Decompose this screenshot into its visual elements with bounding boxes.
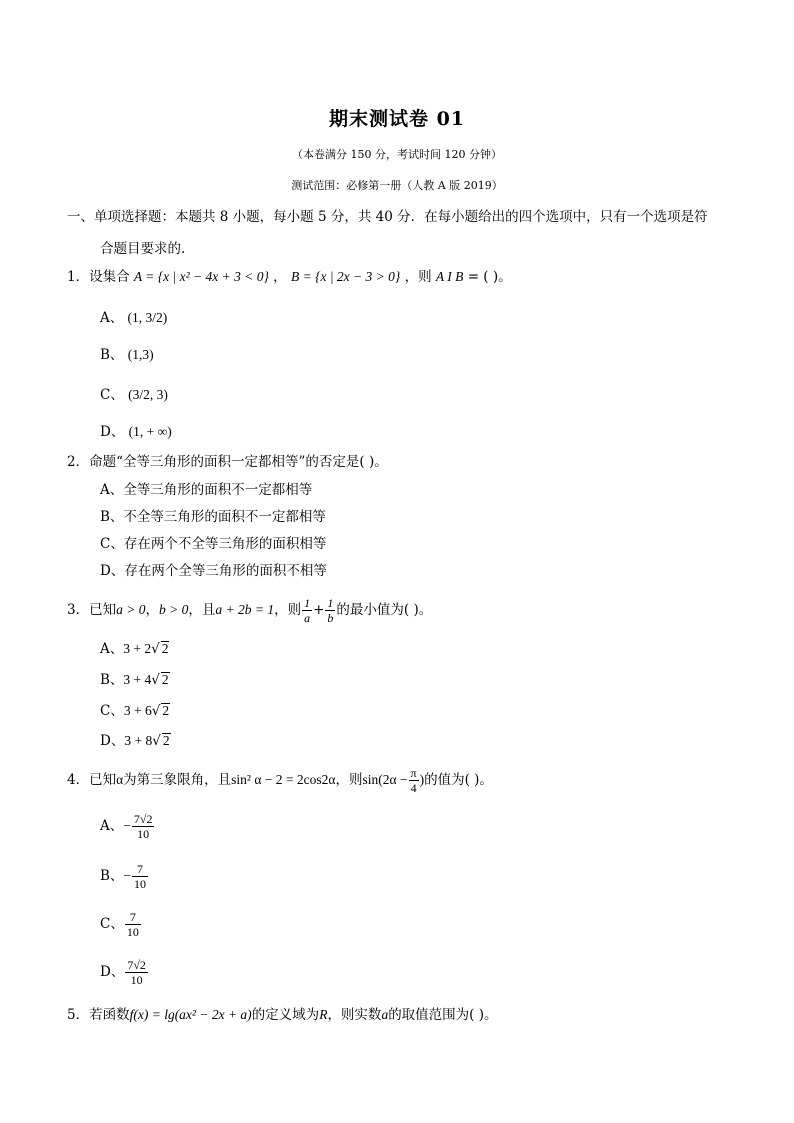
q5-suffix: 的取值范围为( )。: [388, 1007, 498, 1023]
q4-option-b[interactable]: [100, 862, 149, 891]
page-title: 期末测试卷 01: [328, 108, 466, 130]
option-sign: −: [123, 818, 131, 833]
q1-suffix: = ( )。: [467, 269, 512, 285]
q3-frac-1a: $\frac{1}{a}$: [304, 596, 311, 625]
q1-option-d[interactable]: [100, 423, 172, 441]
q4-option-c[interactable]: [100, 910, 142, 939]
q1-mid: ，则: [404, 269, 432, 285]
option-fraction: $\frac{7√2}{10}$: [127, 958, 146, 987]
option-label: B、: [100, 672, 124, 688]
option-text: (3/2, 3): [128, 387, 168, 402]
option-label: C、: [100, 536, 124, 552]
q4-prefix: 4．已知: [67, 772, 117, 788]
q5-function: f(x) = lg(ax² − 2x + a): [129, 1007, 252, 1022]
option-sign: −: [123, 868, 132, 883]
option-text: (1, + ∞): [128, 424, 172, 439]
q4-suffix: 的值为( )。: [424, 772, 493, 788]
q4-expr-pre: sin(2α −: [362, 772, 408, 787]
q5-mid1: 的定义域为: [251, 1007, 320, 1023]
option-label: C、: [100, 916, 124, 932]
q3-cond2: b > 0: [158, 602, 189, 617]
q3-cond3: a + 2b = 1: [215, 602, 275, 617]
option-label: C、: [100, 387, 124, 403]
option-label: D、: [100, 563, 125, 579]
q4-option-a[interactable]: [100, 812, 155, 841]
option-radicand: 2: [162, 733, 170, 748]
q1-option-b[interactable]: [100, 346, 154, 364]
q3-option-d[interactable]: [100, 732, 171, 750]
option-coef: 3 + 4: [123, 672, 152, 687]
option-label: B、: [100, 347, 124, 363]
q4-alpha: α: [116, 772, 124, 787]
q3-option-c[interactable]: [100, 702, 170, 720]
q4-mid1: 为第三象限角，且: [123, 772, 232, 788]
q1-sep: ，: [273, 269, 287, 285]
question-1-stem: [67, 268, 512, 286]
section-instruction-line2: 合题目要求的.: [100, 241, 186, 257]
option-label: D、: [100, 424, 125, 440]
q1-set-a: A = {x | x² − 4x + 3 < 0}: [133, 269, 269, 284]
q2-option-a[interactable]: [100, 481, 312, 499]
option-label: A、: [100, 310, 124, 326]
question-5-stem: [67, 1006, 498, 1024]
q3-prefix: 3．已知: [67, 602, 117, 618]
q2-option-d[interactable]: [100, 562, 327, 580]
q3-cond1: a > 0: [116, 602, 146, 617]
sqrt-icon: √: [151, 672, 160, 688]
option-text: 存在两个不全等三角形的面积相等: [123, 536, 327, 552]
question-3-stem: 3．已知a > 0，b > 0，且a + 2b = 1，则 $\frac{1}{a}$ + $\frac{1}{b}$ 的最小值为( )。: [67, 596, 433, 625]
option-coef: 3 + 2: [123, 641, 152, 656]
q1-expr: A I B: [435, 269, 464, 284]
question-2-stem: 2．命题“全等三角形的面积一定都相等”的否定是( )。: [67, 454, 388, 470]
option-label: C、: [100, 703, 124, 719]
exam-info: （本卷满分 150 分，考试时间 120 分钟）: [292, 148, 502, 161]
q2-option-b[interactable]: [100, 508, 326, 526]
option-label: B、: [100, 868, 124, 884]
option-fraction: $\frac{7√2}{10}$: [133, 812, 153, 841]
q4-expr-post: ): [419, 772, 425, 787]
q3-suffix: 的最小值为( )。: [336, 602, 433, 618]
option-coef: 3 + 6: [123, 703, 152, 718]
q5-mid2: ，则实数: [327, 1007, 382, 1023]
q5-domain: R: [319, 1007, 328, 1022]
option-text: 不全等三角形的面积不一定都相等: [123, 509, 326, 525]
option-fraction: $\frac{7}{10}$: [134, 862, 147, 891]
option-label: A、: [100, 482, 124, 498]
option-coef: 3 + 8: [124, 733, 153, 748]
q3-mid2: ，则: [274, 602, 302, 618]
section-instruction-line1: 一、单项选择题：本题共 8 小题，每小题 5 分，共 40 分．在每小题给出的四个选项中，只有一个选项是符: [67, 209, 708, 225]
option-fraction: $\frac{7}{10}$: [126, 910, 139, 939]
option-radicand: 2: [161, 672, 169, 687]
q3-plus: +: [313, 602, 325, 618]
option-label: A、: [100, 818, 124, 834]
option-text: 全等三角形的面积不一定都相等: [123, 482, 313, 498]
option-label: D、: [100, 964, 125, 980]
q1-option-a[interactable]: [100, 309, 167, 327]
option-text: (1, 3/2): [127, 310, 168, 325]
q4-mid2: ，则: [335, 772, 363, 788]
q3-option-b[interactable]: [100, 671, 170, 689]
q2-option-c[interactable]: [100, 535, 326, 553]
q3-frac-1b: $\frac{1}{b}$: [327, 596, 334, 625]
q1-option-c[interactable]: [100, 386, 168, 404]
q3-mid1: ，且: [188, 602, 216, 618]
option-label: A、: [100, 641, 124, 657]
q5-prefix: 5．若函数: [67, 1007, 130, 1023]
option-radicand: 2: [162, 703, 170, 718]
q5-variable: a: [381, 1007, 389, 1022]
q1-prefix: 1．设集合: [67, 269, 130, 285]
sqrt-icon: √: [151, 641, 160, 657]
q4-equation: sin² α − 2 = 2cos2α: [231, 772, 336, 787]
option-radicand: 2: [161, 641, 169, 656]
q4-pi-frac: $\frac{\pi}{4}$: [410, 766, 417, 795]
q3-option-a[interactable]: [100, 640, 169, 658]
question-4-stem: [67, 766, 493, 795]
sqrt-icon: √: [152, 733, 161, 749]
option-label: B、: [100, 509, 124, 525]
q4-option-d[interactable]: [100, 958, 149, 987]
q1-set-b: B = {x | 2x − 3 > 0}: [290, 269, 401, 284]
option-text: (1,3): [127, 347, 154, 362]
option-label: D、: [100, 733, 125, 749]
sqrt-icon: √: [151, 703, 161, 719]
exam-scope: 测试范围：必修第一册（人教 A 版 2019）: [291, 179, 503, 192]
option-text: 存在两个全等三角形的面积不相等: [124, 563, 327, 579]
